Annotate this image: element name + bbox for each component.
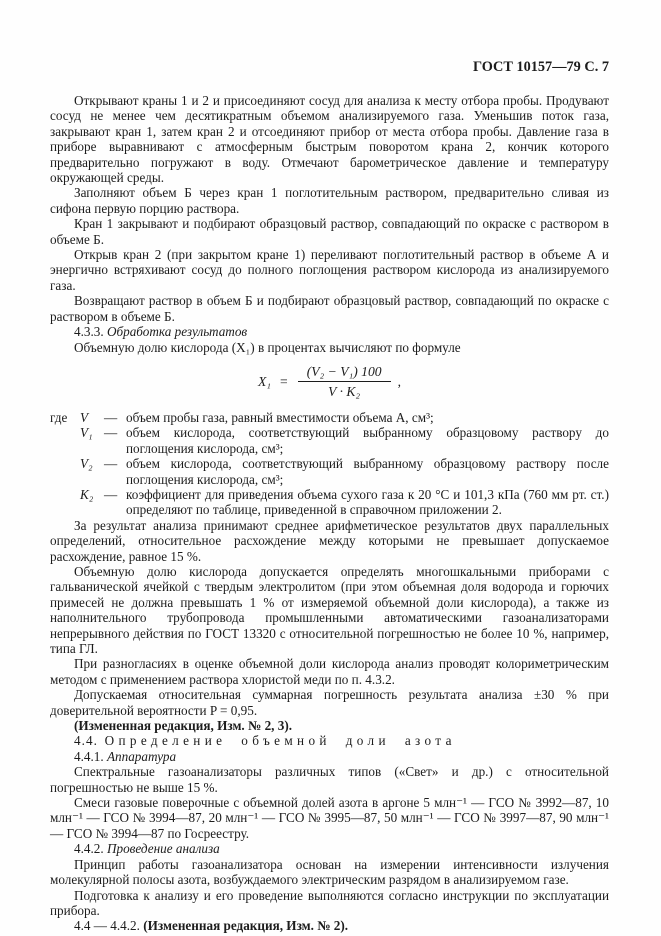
section-heading-4-3-3 [50, 324, 609, 339]
paragraph-return-solution: Возвращают раствор в объем Б и подбирают образцовый раствор, совпадающий по окраске с раствором в объеме Б. [50, 293, 609, 324]
definition-term: V [80, 409, 89, 425]
definition-row-v [50, 410, 609, 425]
section-title: Аппаратура [106, 748, 177, 764]
section-heading-4-4 [50, 733, 609, 748]
formula-equals: = [280, 373, 288, 389]
paragraph-amended-edition-2 [50, 918, 609, 933]
formula-numerator: (V₂ − V₁) 100 [298, 364, 391, 382]
definition-term: V₁ [80, 425, 93, 441]
where-list [50, 410, 609, 518]
paragraph-open-taps: Открывают краны 1 и 2 и присоединяют сосуд для анализа к месту отбора пробы. Продувают сосуд не менее чем десятикратным объемом анализируемого газа. Уменьшив поток газа, закрывают кран 1, затем кран 2 и отсоединяют прибор от места отбора пробы. Давление газа в приборе выравнивают с атмосферным быстрым поворотом крана 2, кончик которого предварительно погружают в воду. Отмечают барометрическое давление и температуру окружающей среды. [50, 93, 609, 186]
section-number: 4.4.2. [74, 841, 107, 857]
paragraph-open-tap2: Открыв кран 2 (при закрытом кране 1) переливают поглотительный раствор в объеме А и энергично встряхивают сосуд до полного поглощения раствором кислорода из анализируемого газа. [50, 247, 609, 293]
paragraph-gas-mixtures: Смеси газовые поверочные с объемной долей азота в аргоне 5 млн⁻¹ — ГСО № 3992—87, 10 млн⁻¹ — ГСО № 3994—87, 20 млн⁻¹ — ГСО № 3995—87, 50 млн⁻¹ — ГСО № 3997—87, 90 млн⁻¹ — ГСО № 3994—87 по Госреестру. [50, 795, 609, 841]
paragraph-formula-intro: Объемную долю кислорода (X₁) в процентах вычисляют по формуле [74, 339, 461, 355]
page-header [50, 58, 609, 76]
formula-denominator: V · K₂ [328, 383, 361, 399]
definition-term: K₂ [80, 486, 94, 502]
definition-desc: объем кислорода, соответствующий выбранному образцовому раствору до поглощения кислорода, см³; [126, 425, 609, 456]
document-body [50, 93, 609, 934]
definition-term: V₂ [80, 456, 93, 472]
section-heading-4-4-1 [50, 749, 609, 764]
formula-comma: , [397, 373, 401, 389]
section-title: Проведение анализа [106, 841, 220, 857]
section-title: Обработка результатов [106, 324, 248, 340]
where-intro-spacer [50, 425, 80, 456]
amended-note: (Измененная редакция, Изм. № 2). [143, 918, 349, 934]
paragraph-close-tap1: Кран 1 закрывают и подбирают образцовый раствор, совпадающий по окраске с раствором в объеме Б. [50, 216, 609, 247]
paragraph-amended-edition-2-3: (Измененная редакция, Изм. № 2, 3). [74, 718, 293, 734]
definition-row-v1 [50, 425, 609, 456]
definition-dash: — [104, 425, 118, 441]
definition-desc: объем пробы газа, равный вместимости объема А, см³; [126, 409, 434, 425]
definition-dash: — [104, 409, 118, 425]
paragraph-fill-volume-b: Заполняют объем Б через кран 1 поглотительным раствором, предварительно сливая из сифона первую порцию раствора. [50, 185, 609, 216]
section-title: Определение объемной доли азота [104, 733, 456, 749]
definition-dash: — [104, 456, 118, 472]
definition-desc: коэффициент для приведения объема сухого газа к 20 °С и 101,3 кПа (760 мм рт. ст.) определяют по таблице, приведенной в справочном приложении 2. [126, 486, 609, 518]
amended-range: 4.4 — 4.4.2. [74, 918, 144, 934]
section-number: 4.3.3. [74, 324, 107, 340]
paragraph-total-error: Допускаемая относительная суммарная погрешность результата анализа ±30 % при доверительной вероятности P = 0,95. [50, 687, 609, 718]
paragraph-multi-scale-devices: Объемную долю кислорода допускается определять многошкальными приборами с гальванической ячейкой с твердым электролитом (при этом объемная доля водорода и горючих примесей не должна превышать 1 % от измеряемой объемной доли кислорода), а также из наполнительного трубопровода промышленными автоматическими газоанализаторами непрерывного действия по ГОСТ 13320 с относительной погрешностью не более 10 %, например, типа ГЛ. [50, 563, 609, 656]
section-heading-4-4-2 [50, 841, 609, 856]
definition-desc: объем кислорода, соответствующий выбранному образцовому раствору после поглощения кислорода, см³; [126, 456, 609, 487]
formula-lhs: X₁ [258, 373, 272, 389]
formula-fraction [298, 364, 391, 399]
paragraph-preparation: Подготовка к анализу и его проведение выполняются согласно инструкции по эксплуатации прибора. [50, 887, 609, 918]
section-number: 4.4.1. [74, 748, 107, 764]
where-intro-spacer [50, 487, 80, 518]
paragraph-result-average: За результат анализа принимают среднее арифметическое результатов двух параллельных определений, относительное расхождение между которыми не превышает допускаемое расхождение, равное 15 %. [50, 517, 609, 564]
definition-row-k2 [50, 487, 609, 518]
section-number: 4.4. [74, 733, 99, 749]
paragraph-spectral-analyzers: Спектральные газоанализаторы различных типов («Свет» и др.) с относительной погрешностью не выше 15 %. [50, 764, 609, 795]
doc-number: ГОСТ 10157—79 С. 7 [472, 59, 609, 75]
where-intro-spacer [50, 456, 80, 487]
formula [50, 364, 609, 399]
definition-dash: — [104, 486, 118, 502]
definition-row-v2 [50, 456, 609, 487]
where-intro: где [50, 409, 68, 425]
paragraph-disagreement: При разногласиях в оценке объемной доли кислорода анализ проводят колориметрическим методом с применением раствора хлористой меди по п. 4.3.2. [50, 656, 609, 687]
paragraph-analyzer-principle: Принцип работы газоанализатора основан на измерении интенсивности излучения молекулярной полосы азота, возбуждаемого электрическим разрядом в анализируемом газе. [50, 856, 609, 888]
